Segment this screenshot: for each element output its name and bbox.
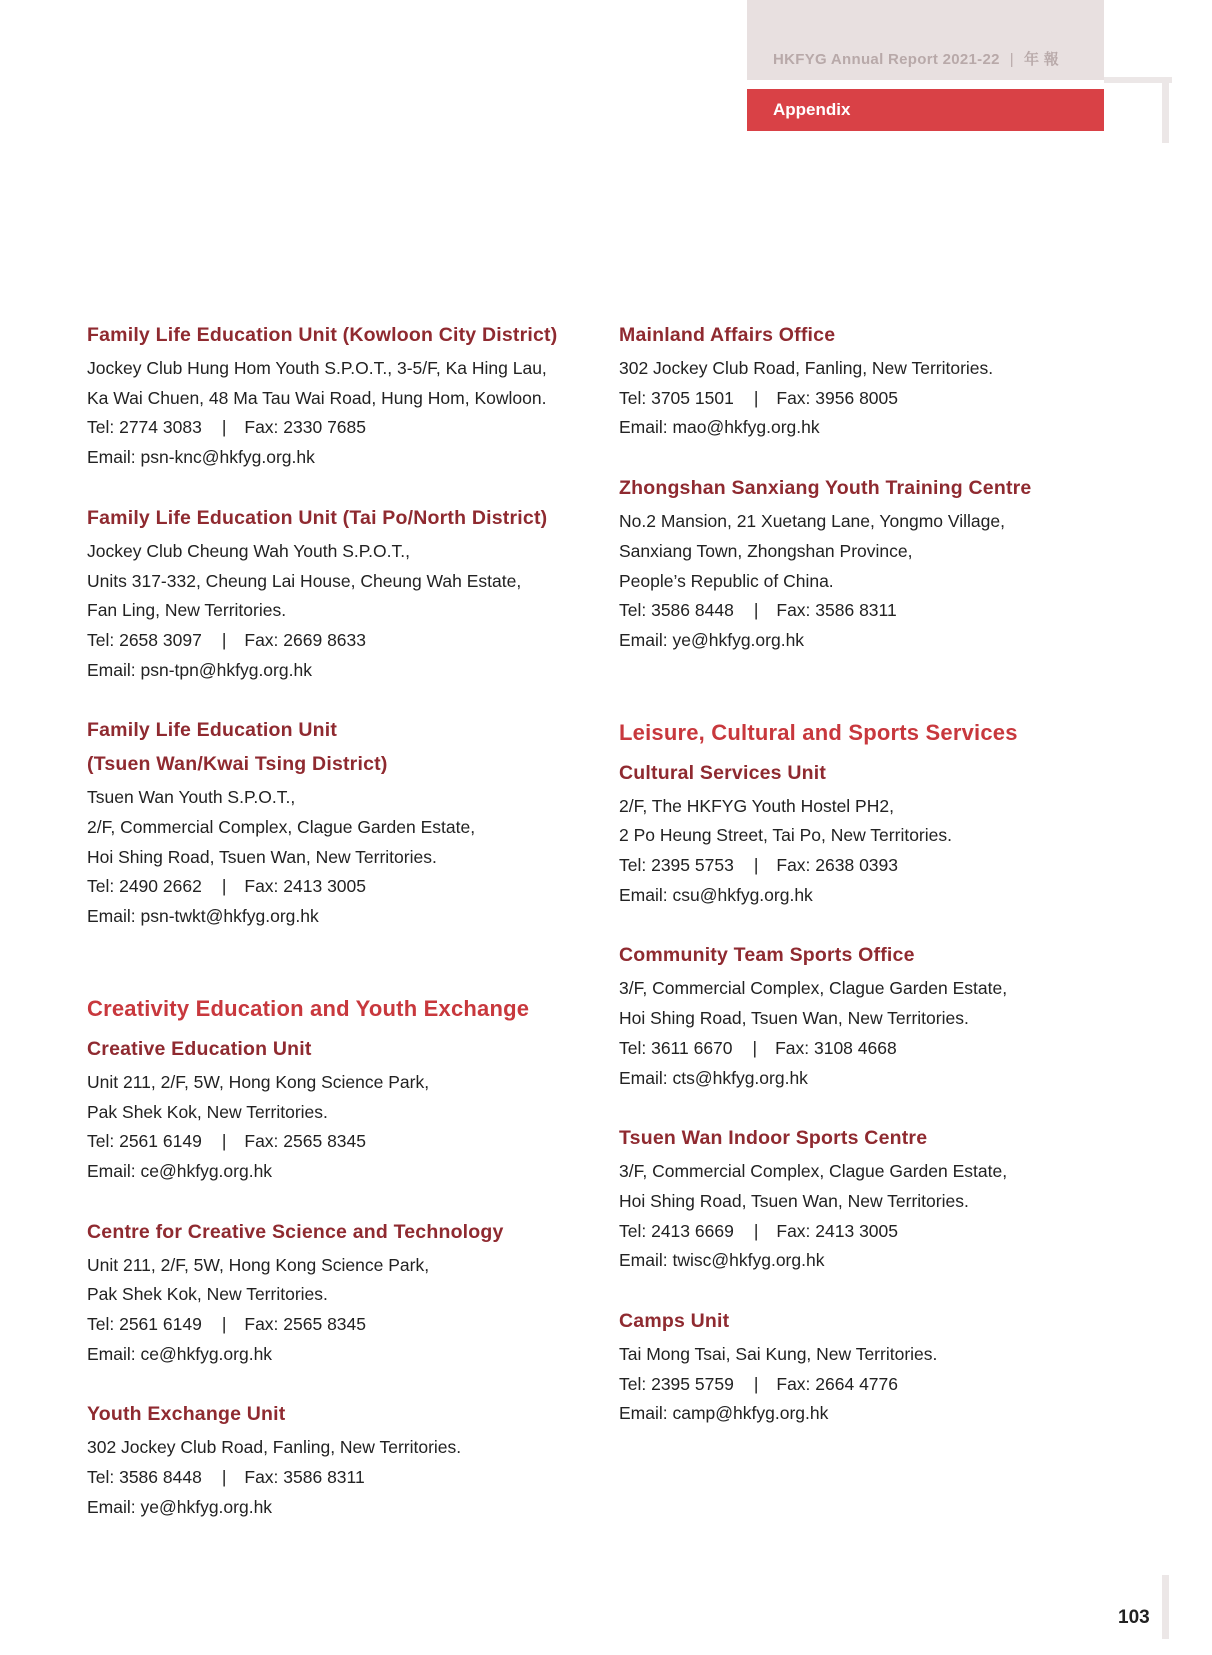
email-line: Email: psn-tpn@hkfyg.org.hk	[87, 659, 312, 680]
contact-entry	[619, 758, 1119, 911]
address-line: Unit 211, 2/F, 5W, Hong Kong Science Park,	[87, 1254, 430, 1275]
fax: Fax: 2330 7685	[244, 417, 366, 438]
report-name: HKFYG Annual Report 2021-22	[773, 51, 1000, 68]
section-heading: Leisure, Cultural and Sports Services	[619, 719, 1018, 745]
address-line: 2 Po Heung Street, Tai Po, New Territories.	[619, 825, 952, 846]
separator: |	[753, 600, 759, 621]
frame-decoration	[1162, 1575, 1169, 1639]
tel: Tel: 3586 8448	[87, 1467, 202, 1488]
address-line: Hoi Shing Road, Tsuen Wan, New Territories.	[619, 1008, 969, 1029]
email-line: Email: mao@hkfyg.org.hk	[619, 417, 820, 438]
fax: Fax: 3108 4668	[775, 1037, 897, 1058]
section-tab	[747, 89, 1104, 131]
tel: Tel: 3611 6670	[619, 1037, 733, 1058]
phone-line	[87, 872, 587, 902]
report-chinese-title: 年 報	[1023, 51, 1060, 68]
phone-line	[619, 384, 1119, 414]
email-line: Email: psn-twkt@hkfyg.org.hk	[87, 906, 319, 927]
tel: Tel: 2490 2662	[87, 876, 202, 897]
unit-title: Zhongshan Sanxiang Youth Training Centre	[619, 477, 1032, 500]
fax: Fax: 2413 3005	[776, 1220, 898, 1241]
address-line: Hoi Shing Road, Tsuen Wan, New Territories.	[619, 1190, 969, 1211]
unit-title: Tsuen Wan Indoor Sports Centre	[619, 1127, 928, 1150]
report-title	[773, 48, 1059, 69]
contact-entry	[619, 940, 1119, 1093]
tel: Tel: 2658 3097	[87, 629, 202, 650]
phone-line	[87, 1127, 587, 1157]
unit-title: Creative Education Unit	[87, 1037, 312, 1060]
address-line: Unit 211, 2/F, 5W, Hong Kong Science Park,	[87, 1071, 430, 1092]
page-number: 103	[1118, 1607, 1150, 1628]
tel: Tel: 2561 6149	[87, 1131, 202, 1152]
tel: Tel: 3705 1501	[619, 387, 734, 408]
fax: Fax: 2565 8345	[244, 1314, 366, 1335]
email-line: Email: cts@hkfyg.org.hk	[619, 1067, 808, 1088]
fax: Fax: 2669 8633	[244, 629, 366, 650]
contact-entry	[87, 503, 587, 686]
left-column	[87, 320, 587, 1553]
separator: |	[221, 1467, 227, 1488]
fax: Fax: 2565 8345	[244, 1131, 366, 1152]
section-heading: Creativity Education and Youth Exchange	[87, 995, 530, 1021]
contact-entry	[619, 320, 1119, 443]
tel: Tel: 2395 5759	[619, 1373, 734, 1394]
separator: |	[221, 1314, 227, 1335]
address-line: Fan Ling, New Territories.	[87, 600, 287, 621]
email-line: Email: ce@hkfyg.org.hk	[87, 1160, 273, 1181]
unit-title: Centre for Creative Science and Technology	[87, 1220, 504, 1243]
unit-title-line2: (Tsuen Wan/Kwai Tsing District)	[87, 753, 388, 776]
fax: Fax: 3586 8311	[776, 600, 897, 621]
fax: Fax: 2638 0393	[776, 855, 898, 876]
separator: |	[753, 1373, 759, 1394]
phone-line	[619, 1370, 1119, 1400]
unit-title: Family Life Education Unit	[87, 719, 338, 742]
tel: Tel: 2774 3083	[87, 417, 202, 438]
email-line: Email: twisc@hkfyg.org.hk	[619, 1250, 825, 1271]
fax: Fax: 2413 3005	[244, 876, 366, 897]
separator: |	[221, 1131, 227, 1152]
phone-line	[87, 1463, 587, 1493]
unit-title: Mainland Affairs Office	[619, 324, 836, 346]
separator: |	[221, 417, 227, 438]
separator: |	[752, 1037, 758, 1058]
address-line: 302 Jockey Club Road, Fanling, New Territories.	[619, 358, 994, 378]
address-line: 2/F, The HKFYG Youth Hostel PH2,	[619, 795, 894, 816]
contact-entry	[619, 473, 1119, 656]
address-line: Ka Wai Chuen, 48 Ma Tau Wai Road, Hung Hom, Kowloon.	[87, 387, 547, 408]
separator: |	[753, 387, 759, 408]
contact-entry	[87, 715, 587, 932]
address-line: Pak Shek Kok, New Territories.	[87, 1284, 328, 1305]
email-line: Email: ye@hkfyg.org.hk	[619, 629, 805, 650]
fax: Fax: 2664 4776	[776, 1373, 898, 1394]
contact-entry	[619, 1306, 1119, 1429]
tel: Tel: 3586 8448	[619, 600, 734, 621]
header-separator: |	[1009, 51, 1014, 68]
address-line: 3/F, Commercial Complex, Clague Garden Estate,	[619, 1161, 1008, 1182]
phone-line	[87, 413, 587, 443]
phone-line	[619, 1217, 1119, 1247]
separator: |	[753, 855, 759, 876]
separator: |	[221, 876, 227, 897]
separator: |	[221, 629, 227, 650]
section-tab-label: Appendix	[773, 100, 851, 119]
address-line: 2/F, Commercial Complex, Clague Garden Estate,	[87, 817, 476, 838]
contact-entry	[619, 1123, 1119, 1276]
phone-line	[619, 596, 1119, 626]
address-line: Pak Shek Kok, New Territories.	[87, 1101, 328, 1122]
fax: Fax: 3586 8311	[244, 1467, 365, 1488]
unit-title: Family Life Education Unit (Kowloon City District)	[87, 324, 558, 346]
address-line: Hoi Shing Road, Tsuen Wan, New Territories.	[87, 846, 437, 867]
address-line: Jockey Club Hung Hom Youth S.P.O.T., 3-5/F, Ka Hing Lau,	[87, 358, 547, 378]
unit-title: Camps Unit	[619, 1310, 730, 1333]
email-line: Email: camp@hkfyg.org.hk	[619, 1403, 829, 1424]
email-line: Email: ce@hkfyg.org.hk	[87, 1343, 273, 1364]
email-line: Email: psn-knc@hkfyg.org.hk	[87, 447, 315, 468]
email-line: Email: ye@hkfyg.org.hk	[87, 1496, 273, 1517]
unit-title: Family Life Education Unit (Tai Po/North District)	[87, 506, 548, 529]
tel: Tel: 2413 6669	[619, 1220, 734, 1241]
phone-line	[87, 1310, 587, 1340]
separator: |	[753, 1220, 759, 1241]
email-line: Email: csu@hkfyg.org.hk	[619, 884, 813, 905]
tel: Tel: 2395 5753	[619, 855, 734, 876]
contact-entry	[87, 320, 587, 473]
address-line: 3/F, Commercial Complex, Clague Garden Estate,	[619, 978, 1008, 999]
address-line: 302 Jockey Club Road, Fanling, New Territories.	[87, 1437, 462, 1458]
contact-entry	[87, 1217, 587, 1370]
frame-decoration	[1162, 77, 1169, 143]
tel: Tel: 2561 6149	[87, 1314, 202, 1335]
address-line: Tsuen Wan Youth S.P.O.T.,	[87, 787, 296, 808]
unit-title: Cultural Services Unit	[619, 761, 827, 784]
address-line: Units 317-332, Cheung Lai House, Cheung Wah Estate,	[87, 570, 522, 591]
unit-title: Community Team Sports Office	[619, 944, 915, 967]
contact-entry	[87, 1399, 587, 1522]
address-line: Sanxiang Town, Zhongshan Province,	[619, 540, 913, 561]
address-line: Jockey Club Cheung Wah Youth S.P.O.T.,	[87, 540, 410, 561]
phone-line	[619, 1034, 1119, 1064]
address-line: People’s Republic of China.	[619, 570, 834, 591]
contact-entry	[87, 1034, 587, 1187]
phone-line	[619, 851, 1119, 881]
fax: Fax: 3956 8005	[776, 387, 898, 408]
address-line: No.2 Mansion, 21 Xuetang Lane, Yongmo Village,	[619, 511, 1005, 532]
unit-title: Youth Exchange Unit	[87, 1403, 286, 1426]
right-column	[619, 320, 1119, 1459]
phone-line	[87, 626, 587, 656]
address-line: Tai Mong Tsai, Sai Kung, New Territories.	[619, 1344, 938, 1365]
